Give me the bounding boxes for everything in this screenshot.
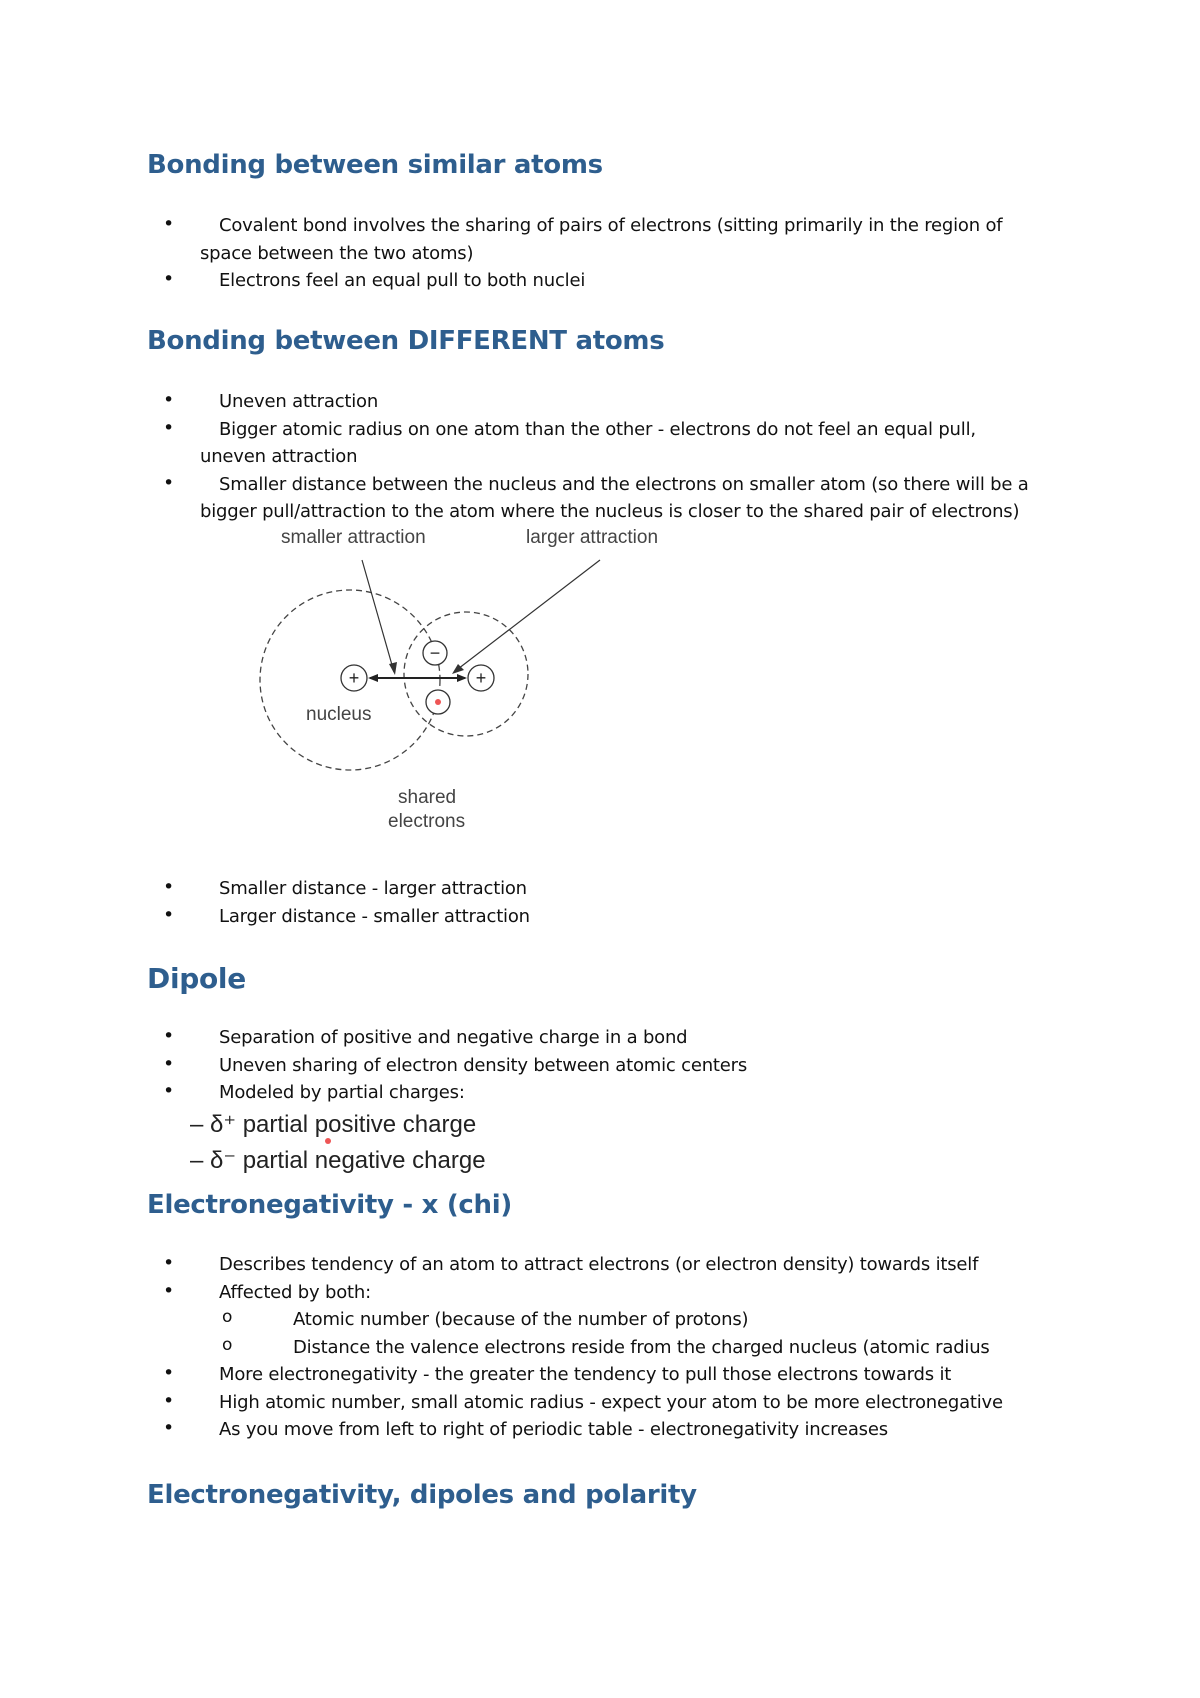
list-item (160, 1052, 1060, 1080)
small-atom-circle (404, 612, 528, 736)
list-item (160, 1389, 1060, 1417)
list-item-text: Larger distance - smaller attraction (219, 905, 530, 927)
sub-list-item-text: Distance the valence electrons reside from the charged nucleus (atomic radius (293, 1336, 990, 1358)
list-item-text: Smaller distance - larger attraction (219, 878, 527, 899)
list-distance-attraction (160, 875, 1060, 930)
label-smaller-attraction: smaller attraction (281, 527, 426, 548)
list-item-text: Separation of positive and negative charge in a bond (219, 1027, 688, 1048)
list-item (160, 903, 1060, 931)
shared-electron-top-sign: − (429, 643, 441, 663)
list-item (160, 1361, 1060, 1389)
partial-positive-charge: – δ⁺ partial positive charge (190, 1111, 477, 1138)
list-item-text: High atomic number, small atomic radius - expect your atom to be more electronegative (219, 1391, 1003, 1413)
heading-polarity: Electronegativity, dipoles and polarity (147, 1480, 697, 1510)
pointer-smaller-attraction (362, 560, 394, 672)
sub-list-item-text: Atomic number (because of the number of protons) (293, 1309, 749, 1330)
list-item-text-continued: bigger pull/attraction to the atom where the nucleus is closer to the shared pair of electrons) (200, 501, 1020, 522)
list-item-text: Smaller distance between the nucleus and the electrons on smaller atom (so there will be a (219, 473, 1029, 495)
bond-arrow-left-head (368, 674, 378, 682)
list-item-text-continued: uneven attraction (200, 446, 358, 467)
list-item-text: Modeled by partial charges: (219, 1082, 465, 1103)
nucleus-right-sign: + (475, 668, 487, 688)
nucleus-left-sign: + (348, 668, 360, 688)
list-item (160, 1079, 1060, 1107)
list-item-text: More electronegativity - the greater the tendency to pull those electrons towards it (219, 1364, 952, 1385)
list-item-text: Bigger atomic radius on one atom than the other - electrons do not feel an equal pull, (219, 418, 976, 440)
pointer-larger-attraction (454, 560, 600, 672)
label-nucleus: nucleus (306, 704, 372, 725)
shared-electron-bottom-dot (435, 699, 441, 705)
list-item (160, 1279, 1060, 1307)
heading-different-atoms: Bonding between DIFFERENT atoms (147, 326, 665, 356)
list-item-text: Describes tendency of an atom to attract electrons (or electron density) towards itself (219, 1254, 979, 1275)
label-shared: shared (398, 787, 457, 808)
list-dipole (160, 1024, 1060, 1107)
list-item-text: Uneven attraction (219, 391, 379, 412)
bond-arrow-right-head (457, 674, 467, 682)
list-item (160, 1251, 1060, 1279)
list-item-text: Electrons feel an equal pull to both nuclei (219, 270, 586, 291)
list-item-text: As you move from left to right of periodic table - electronegativity increases (219, 1419, 888, 1440)
label-larger-attraction: larger attraction (526, 527, 659, 548)
list-item (160, 1416, 1060, 1444)
list-item (160, 1024, 1060, 1052)
heading-similar-atoms: Bonding between similar atoms (147, 150, 603, 180)
list-electronegativity (160, 1251, 1060, 1444)
red-mark (325, 1138, 331, 1144)
list-item-text: Affected by both: (219, 1281, 371, 1303)
partial-negative-charge: – δ⁻ partial negative charge (190, 1147, 486, 1174)
list-item-text-continued: space between the two atoms) (200, 242, 474, 264)
pointer-smaller-head (389, 662, 397, 675)
sub-list-item (160, 1334, 1060, 1362)
list-item-text: Covalent bond involves the sharing of pairs of electrons (sitting primarily in the region of (219, 215, 1003, 236)
list-item (160, 875, 1060, 903)
list-item-text: Uneven sharing of electron density between atomic centers (219, 1054, 748, 1076)
sub-list-item (160, 1306, 1060, 1334)
heading-electronegativity: Electronegativity - x (chi) (147, 1190, 512, 1220)
label-electrons: electrons (388, 811, 466, 832)
heading-dipole: Dipole (147, 962, 246, 995)
